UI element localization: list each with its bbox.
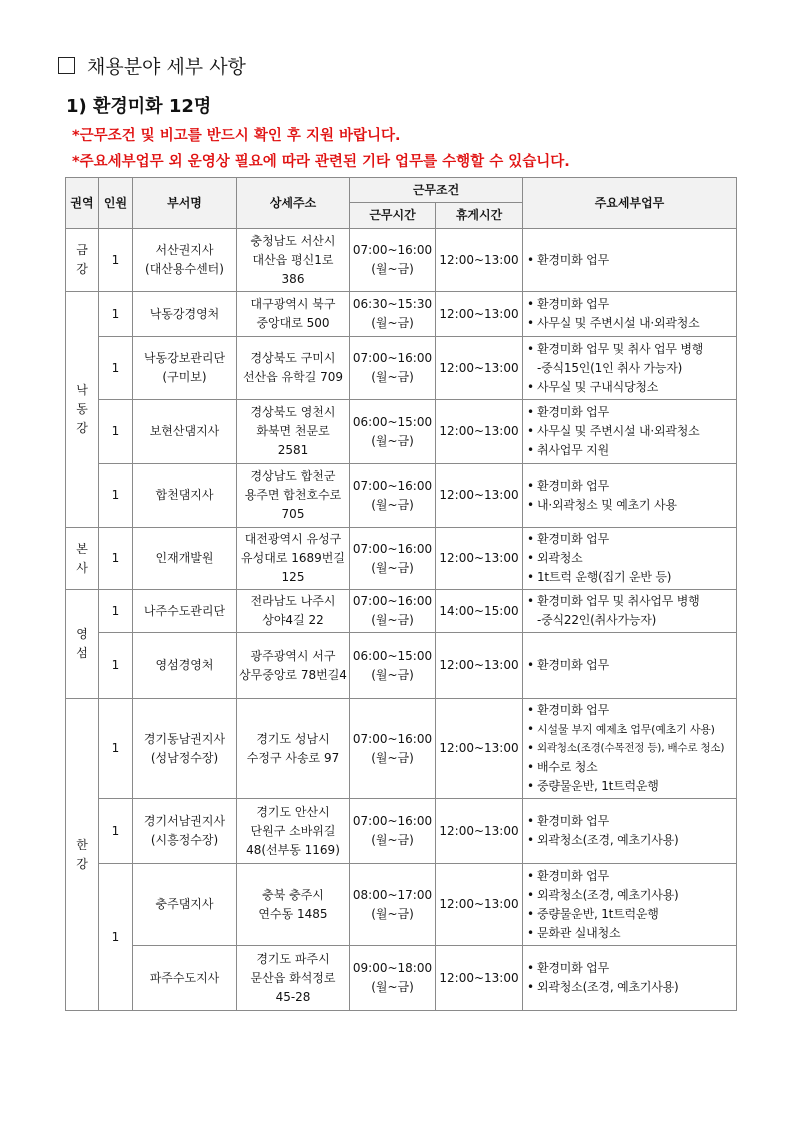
dept-cell: 경기서남권지사 (시흥정수장): [133, 799, 237, 864]
work-hours-cell: 07:00~16:00 (월~금): [350, 464, 436, 528]
region-nakdong: 낙 동 강: [66, 292, 99, 528]
dept-cell: 낙동강경영처: [133, 292, 237, 337]
dept-cell: 낙동강보관리단 (구미보): [133, 337, 237, 400]
duty-item: • 환경미화 업무 및 취사업무 병행: [527, 594, 700, 608]
duties-cell: [523, 946, 737, 1011]
break-hours-cell: 12:00~13:00: [436, 528, 523, 590]
count-cell: 1: [99, 699, 133, 799]
duty-item: -중식22인(취사가능자): [537, 613, 657, 627]
header-count: 인원: [99, 178, 133, 229]
work-hours-cell: 08:00~17:00 (월~금): [350, 864, 436, 946]
region-yeongseom: 영 섬: [66, 590, 99, 699]
recruitment-table: [65, 177, 737, 1011]
duties-cell: [523, 337, 737, 400]
duty-item: • 환경미화 업무: [527, 814, 609, 828]
address-cell: 전라남도 나주시 상야4길 22: [237, 590, 350, 633]
work-hours-cell: 07:00~16:00 (월~금): [350, 699, 436, 799]
work-hours-cell: 07:00~16:00 (월~금): [350, 799, 436, 864]
checkbox-icon: [58, 57, 75, 74]
duties-cell: [523, 633, 737, 699]
address-cell: 경상북도 영천시 화북면 천문로 2581: [237, 400, 350, 464]
duty-item: • 환경미화 업무: [527, 405, 609, 419]
address-cell: 광주광역시 서구 상무중앙로 78번길4: [237, 633, 350, 699]
duties-cell: [523, 292, 737, 337]
duty-item: • 환경미화 업무: [527, 252, 609, 267]
duty-item: • 환경미화 업무: [527, 478, 609, 493]
duty-item: • 취사업무 지원: [527, 443, 609, 457]
duty-item: • 배수로 청소: [527, 760, 598, 774]
header-duties: 주요세부업무: [523, 178, 737, 229]
table-row: [66, 528, 737, 590]
break-hours-cell: 12:00~13:00: [436, 799, 523, 864]
header-conditions: 근무조건: [350, 178, 523, 203]
duty-item: • 사무실 및 주변시설 내·외곽청소: [527, 316, 700, 330]
count-cell: 1: [99, 799, 133, 864]
work-hours-cell: 06:00~15:00 (월~금): [350, 400, 436, 464]
duty-item: • 외곽청소(조경, 예초기사용): [527, 833, 679, 847]
count-cell: 1: [99, 464, 133, 528]
dept-cell: 나주수도관리단: [133, 590, 237, 633]
count-cell: 1: [99, 400, 133, 464]
break-hours-cell: 12:00~13:00: [436, 400, 523, 464]
duty-item: • 외곽청소: [527, 551, 583, 565]
work-hours-cell: 07:00~16:00 (월~금): [350, 590, 436, 633]
duties-cell: [523, 699, 737, 799]
duty-item: • 중량물운반, 1t트럭운행: [527, 906, 659, 921]
break-hours-cell: 14:00~15:00: [436, 590, 523, 633]
duty-item: -중식15인(1인 취사 가능자): [537, 360, 683, 375]
count-cell: 1: [99, 528, 133, 590]
header-dept: 부서명: [133, 178, 237, 229]
dept-cell: 충주댐지사: [133, 864, 237, 946]
work-hours-cell: 06:30~15:30 (월~금): [350, 292, 436, 337]
count-cell: 1: [99, 337, 133, 400]
region-geumgang: 금 강: [66, 229, 99, 292]
address-cell: 경기도 성남시 수정구 사송로 97: [237, 699, 350, 799]
duties-cell: [523, 229, 737, 292]
dept-cell: 영섬경영처: [133, 633, 237, 699]
header-work-hours: 근무시간: [350, 203, 436, 229]
break-hours-cell: 12:00~13:00: [436, 864, 523, 946]
table-row: [66, 400, 737, 464]
address-cell: 경기도 파주시 문산읍 화석정로 45-28: [237, 946, 350, 1011]
region-bonsa: 본 사: [66, 528, 99, 590]
work-hours-cell: 07:00~16:00 (월~금): [350, 229, 436, 292]
table-row: [66, 799, 737, 864]
work-hours-cell: 07:00~16:00 (월~금): [350, 337, 436, 400]
duty-item: • 환경미화 업무: [527, 297, 609, 311]
heading-title: 채용분야 세부 사항: [87, 56, 246, 78]
duty-item: • 내·외곽청소 및 예초기 사용: [527, 497, 677, 512]
duty-item: • 환경미화 업무: [527, 658, 609, 672]
duty-item: • 문화관 실내청소: [527, 925, 621, 940]
address-cell: 충청남도 서산시 대산읍 평신1로 386: [237, 229, 350, 292]
duties-cell: [523, 864, 737, 946]
address-cell: 대전광역시 유성구 유성대로 1689번길 125: [237, 528, 350, 590]
table-row: [66, 590, 737, 633]
dept-cell: 경기동남권지사 (성남정수장): [133, 699, 237, 799]
break-hours-cell: 12:00~13:00: [436, 229, 523, 292]
address-cell: 대구광역시 북구 중앙대로 500: [237, 292, 350, 337]
dept-cell: 합천댐지사: [133, 464, 237, 528]
region-hangang: 한 강: [66, 699, 99, 1011]
break-hours-cell: 12:00~13:00: [436, 292, 523, 337]
address-cell: 경상남도 합천군 용주면 합천호수로 705: [237, 464, 350, 528]
dept-cell: 보현산댐지사: [133, 400, 237, 464]
table-row: [66, 633, 737, 699]
duty-item: • 환경미화 업무: [527, 532, 609, 546]
break-hours-cell: 12:00~13:00: [436, 946, 523, 1011]
count-cell: 1: [99, 864, 133, 1011]
break-hours-cell: 12:00~13:00: [436, 633, 523, 699]
duty-item: • 환경미화 업무 및 취사 업무 병행: [527, 341, 704, 356]
duty-item: • 환경미화 업무: [527, 961, 609, 975]
duty-item: • 사무실 및 구내식당청소: [527, 379, 659, 394]
duty-item: • 외곽청소(조경, 예초기사용): [527, 887, 679, 902]
address-cell: 경상북도 구미시 선산읍 유학길 709: [237, 337, 350, 400]
duty-item: • 시설물 부지 예제초 업무(예초기 사용): [527, 722, 715, 736]
address-cell: 충북 충주시 연수동 1485: [237, 864, 350, 946]
work-hours-cell: 06:00~15:00 (월~금): [350, 633, 436, 699]
count-cell: 1: [99, 633, 133, 699]
notice-2: *주요세부업무 외 운영상 필요에 따라 관련된 기타 업무를 수행할 수 있습니다.: [72, 154, 570, 170]
table-row: [66, 337, 737, 400]
duty-item: • 사무실 및 주변시설 내·외곽청소: [527, 424, 700, 438]
count-cell: 1: [99, 229, 133, 292]
duties-cell: [523, 528, 737, 590]
work-hours-cell: 07:00~16:00 (월~금): [350, 528, 436, 590]
duties-cell: [523, 799, 737, 864]
table-row: [66, 946, 737, 1011]
notice-1: *근무조건 및 비고를 반드시 확인 후 지원 바랍니다.: [72, 128, 401, 144]
count-cell: 1: [99, 292, 133, 337]
header-address: 상세주소: [237, 178, 350, 229]
table-row: [66, 864, 737, 946]
table-row: [66, 464, 737, 528]
address-cell: 경기도 안산시 단원구 소바위길 48(선부동 1169): [237, 799, 350, 864]
duty-item: • 외곽청소(조경, 예초기사용): [527, 980, 679, 994]
duty-item: • 1t트럭 운행(집기 운반 등): [527, 570, 672, 584]
duty-item: • 중량물운반, 1t트럭운행: [527, 779, 659, 793]
duties-cell: [523, 590, 737, 633]
table-row: [66, 699, 737, 799]
section-heading: [58, 52, 246, 79]
header-region: 권역: [66, 178, 99, 229]
work-hours-cell: 09:00~18:00 (월~금): [350, 946, 436, 1011]
header-break-hours: 휴게시간: [436, 203, 523, 229]
count-cell: 1: [99, 590, 133, 633]
duties-cell: [523, 464, 737, 528]
dept-cell: 인재개발원: [133, 528, 237, 590]
dept-cell: 파주수도지사: [133, 946, 237, 1011]
table-row: [66, 229, 737, 292]
dept-cell: 서산권지사 (대산용수센터): [133, 229, 237, 292]
duty-item: • 환경미화 업무: [527, 703, 609, 717]
subsection-title: 1) 환경미화 12명: [66, 96, 212, 117]
break-hours-cell: 12:00~13:00: [436, 337, 523, 400]
duties-cell: [523, 400, 737, 464]
break-hours-cell: 12:00~13:00: [436, 464, 523, 528]
break-hours-cell: 12:00~13:00: [436, 699, 523, 799]
table-row: [66, 292, 737, 337]
duty-item: • 외곽청소(조경(수목전정 등), 배수로 청소): [527, 741, 725, 755]
duty-item: • 환경미화 업무: [527, 868, 609, 883]
